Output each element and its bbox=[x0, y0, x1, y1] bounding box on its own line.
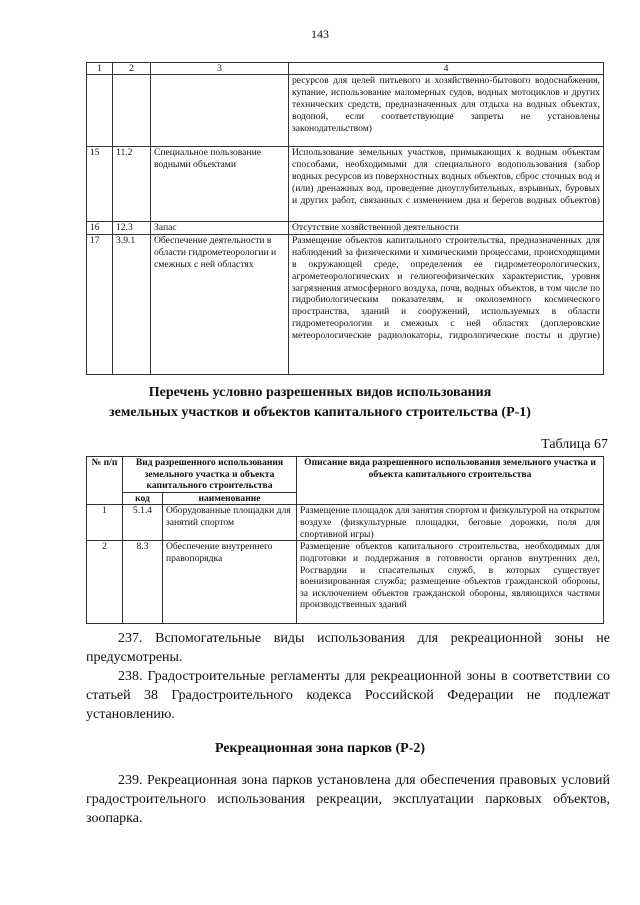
use-name: Обеспечение внутреннего правопорядка bbox=[163, 541, 297, 624]
section-title-conditional-uses bbox=[60, 383, 580, 423]
use-code: 12.3 bbox=[113, 222, 151, 235]
page-number: 143 bbox=[311, 27, 329, 41]
description-cell: Размещение объектов капитального строительства, необходимых для подготовки и поддержания в готовности органов внутренних дел, Росгвардии и спасательных служб, в которых существует военизированная служба; размещение объектов гражданской обороны, за исключением объектов гражданской обороны, являющихся частями производственных зданий bbox=[297, 541, 604, 624]
use-code: 8.3 bbox=[123, 541, 163, 624]
paragraph-239: 239. Рекреационная зона парков установлена для обеспечения правовых условий градостроительного использования рекреации, эксплуатации парковых объектов, зоопарка. bbox=[86, 773, 610, 826]
section-title-line: Перечень условно разрешенных видов использования bbox=[148, 385, 492, 400]
table-row bbox=[87, 75, 604, 147]
conditional-uses-table bbox=[86, 456, 604, 624]
description-cell: Размещение объектов капитального строительства, предназначенных для наблюдений за физическими и химическими процессами, происходящими в окружающей среде, определения ее гидрометеорологических, агрометеорологических и гелиогеофизических характеристик, уровня загрязнения атмосферного воздуха, почв, водных объектов, в том числе по гидробиологическим показателям, и околоземного космического пространства, зданий и сооружений, используемых в области гидрометеорологии и смежных с ней областях (доплеровские метеорологические радиолокаторы, гидрологические посты и другие) bbox=[289, 234, 604, 374]
use-name: Запас bbox=[151, 222, 289, 235]
use-code: 5.1.4 bbox=[123, 505, 163, 541]
row-number: 2 bbox=[87, 541, 123, 624]
paragraph-238: 238. Градостроительные регламенты для рекреационной зоны в соответствии со статьей 38 Градостроительного кодекса Российской Федерации не подлежат установлению. bbox=[86, 669, 610, 722]
use-code: 11.2 bbox=[113, 147, 151, 222]
row-number: 16 bbox=[87, 222, 113, 235]
column-number-header: 1 bbox=[87, 63, 113, 75]
column-number-header: 4 bbox=[289, 63, 604, 75]
description-cell: Размещение площадок для занятия спортом и физкультурой на открытом воздухе (физкультурные площадки, беговые дорожки, поля для спортивной игры) bbox=[297, 505, 604, 541]
number-header: № п/п bbox=[87, 457, 123, 505]
table-row bbox=[87, 541, 604, 624]
table-row bbox=[87, 222, 604, 235]
use-name: Специальное пользование водными объектами bbox=[151, 147, 289, 222]
column-number-header: 2 bbox=[113, 63, 151, 75]
description-header: Описание вида разрешенного использования земельного участка и объекта капитального строительства bbox=[297, 457, 604, 505]
table-caption: Таблица 67 bbox=[541, 437, 608, 452]
table-header-row bbox=[87, 63, 604, 75]
use-name: Оборудованные площадки для занятий спортом bbox=[163, 505, 297, 541]
permitted-uses-table-continued bbox=[86, 62, 604, 375]
description-cell: Отсутствие хозяйственной деятельности bbox=[289, 222, 604, 235]
use-code: 3.9.1 bbox=[113, 234, 151, 374]
table-row bbox=[87, 147, 604, 222]
description-cell: Использование земельных участков, примыкающих к водным объектам способами, необходимыми для специального водопользования (забор водных ресурсов из поверхностных водных объектов, сброс сточных вод и (или) дренажных вод, проведение дноуглубительных, взрывных, буровых и других работ, связанных с изменением дна и берегов водных объектов) bbox=[289, 147, 604, 222]
paragraph-237: 237. Вспомогательные виды использования для рекреационной зоны не предусмотрены. bbox=[86, 631, 610, 665]
section-title-line: земельных участков и объектов капитального строительства (Р-1) bbox=[109, 405, 531, 420]
name-header: наименование bbox=[163, 492, 297, 505]
table-row bbox=[87, 505, 604, 541]
section-title-parks: Рекреационная зона парков (Р-2) bbox=[214, 741, 426, 756]
use-kind-header: Вид разрешенного использования земельного участка и объекта капитального строительства bbox=[123, 457, 297, 493]
description-cell: ресурсов для целей питьевого и хозяйственно-бытового водоснабжения, купание, использование маломерных судов, водных мотоциклов и других технических средств, предназначенных для отдыха на водных объектах, водопой, если соответствующие запреты не установлены законодательством) bbox=[289, 75, 604, 147]
row-number: 15 bbox=[87, 147, 113, 222]
row-number: 1 bbox=[87, 505, 123, 541]
table-header-row bbox=[87, 457, 604, 493]
column-number-header: 3 bbox=[151, 63, 289, 75]
table-row bbox=[87, 234, 604, 374]
row-number: 17 bbox=[87, 234, 113, 374]
code-header: код bbox=[123, 492, 163, 505]
use-name: Обеспечение деятельности в области гидрометеорологии и смежных с ней областях bbox=[151, 234, 289, 374]
